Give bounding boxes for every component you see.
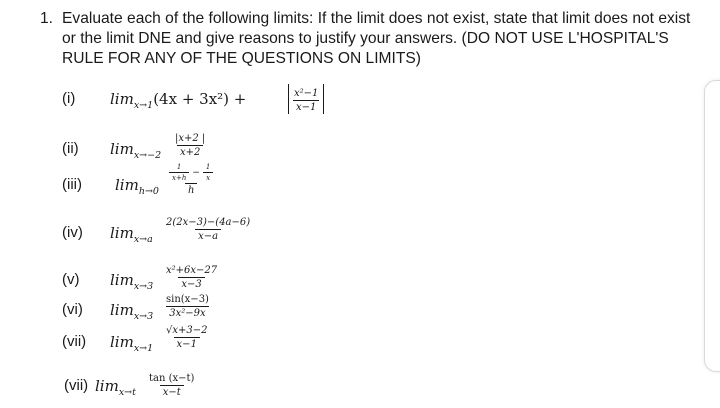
fraction-v <box>163 265 220 290</box>
limit-iv <box>110 224 153 245</box>
expression-i: (4x + 3x²) + <box>153 90 247 108</box>
inner-numerator-2: 1 <box>205 163 211 171</box>
fraction-vii <box>163 325 211 350</box>
inner-numerator-1: 1 <box>176 163 182 171</box>
lim-subscript: x→3 <box>133 311 154 322</box>
denominator-vi: 3x²−9x <box>166 306 208 319</box>
limit-iii <box>115 176 159 197</box>
lim-subscript: x→3 <box>133 281 154 292</box>
item-label-vi: (vi) <box>62 301 83 318</box>
fraction-iii <box>166 163 216 196</box>
lim-word: lim <box>115 176 139 194</box>
question-text <box>40 9 707 69</box>
item-label-iv: (iv) <box>62 224 83 241</box>
numerator-i: x²−1 <box>294 88 319 99</box>
inner-denominator-2: x <box>203 172 213 182</box>
numerator-iii <box>166 163 216 183</box>
numerator-viii: tan (x−t) <box>149 373 195 384</box>
lim-word: lim <box>110 271 134 289</box>
denominator-i: x−1 <box>293 100 319 113</box>
inner-denominator-1: x+h <box>169 172 189 182</box>
denominator-v: x−3 <box>178 277 204 290</box>
limit-viii <box>95 377 136 398</box>
numerator-ii: |x+2 | <box>175 133 206 144</box>
item-label-v: (v) <box>62 271 80 288</box>
lim-word: lim <box>110 140 134 158</box>
limit-ii <box>110 140 161 161</box>
numerator-iv: 2(2x−3)−(4a−6) <box>166 217 251 228</box>
denominator-ii: x+2 <box>177 145 203 158</box>
lim-subscript: x→1 <box>133 100 154 111</box>
absolute-value-i <box>288 84 324 114</box>
fraction-vi <box>163 294 212 319</box>
lim-word: lim <box>95 377 119 395</box>
inner-fraction-2 <box>203 163 213 182</box>
item-label-i: (i) <box>62 90 76 107</box>
lim-subscript: x→1 <box>133 343 154 354</box>
limit-v <box>110 271 153 292</box>
lim-subscript: x→t <box>118 387 136 398</box>
lim-word: lim <box>110 301 134 319</box>
limit-vii <box>110 333 153 354</box>
minus-sign: − <box>192 167 200 178</box>
numerator-vii: √x+3−2 <box>166 325 208 336</box>
fraction-i <box>291 88 321 113</box>
lim-word: lim <box>110 224 134 242</box>
item-label-ii: (ii) <box>62 140 79 157</box>
fraction-viii <box>146 373 197 398</box>
lim-word: lim <box>110 90 134 108</box>
lim-subscript: x→a <box>133 234 153 245</box>
numerator-vi: sin(x−3) <box>166 294 209 305</box>
inner-fraction-1 <box>169 163 189 182</box>
limit-i <box>110 90 246 111</box>
item-label-iii: (iii) <box>62 176 82 193</box>
question-instructions: Evaluate each of the following limits: If the limit does not exist, state that limit does not exist or the limit DNE and give reasons to justify your answers. (DO NOT USE L'HOSPITAL'S RULE FOR ANY OF THE QUESTIONS ON LIMITS) <box>62 10 691 67</box>
fraction-ii <box>172 133 208 158</box>
denominator-iii: h <box>185 183 197 196</box>
item-label-viii: (vii) <box>64 377 89 394</box>
lim-subscript: h→0 <box>138 186 159 197</box>
fraction-iv <box>163 217 253 242</box>
question-number: 1. <box>40 10 54 27</box>
side-scroll-tab[interactable] <box>704 80 720 372</box>
denominator-viii: x−t <box>160 385 184 398</box>
lim-subscript: x→−2 <box>133 150 162 161</box>
denominator-iv: x−a <box>195 229 221 242</box>
limit-vi <box>110 301 153 322</box>
denominator-vii: x−1 <box>174 337 200 350</box>
numerator-v: x²+6x−27 <box>166 265 218 276</box>
lim-word: lim <box>110 333 134 351</box>
item-label-vii: (vii) <box>62 333 87 350</box>
